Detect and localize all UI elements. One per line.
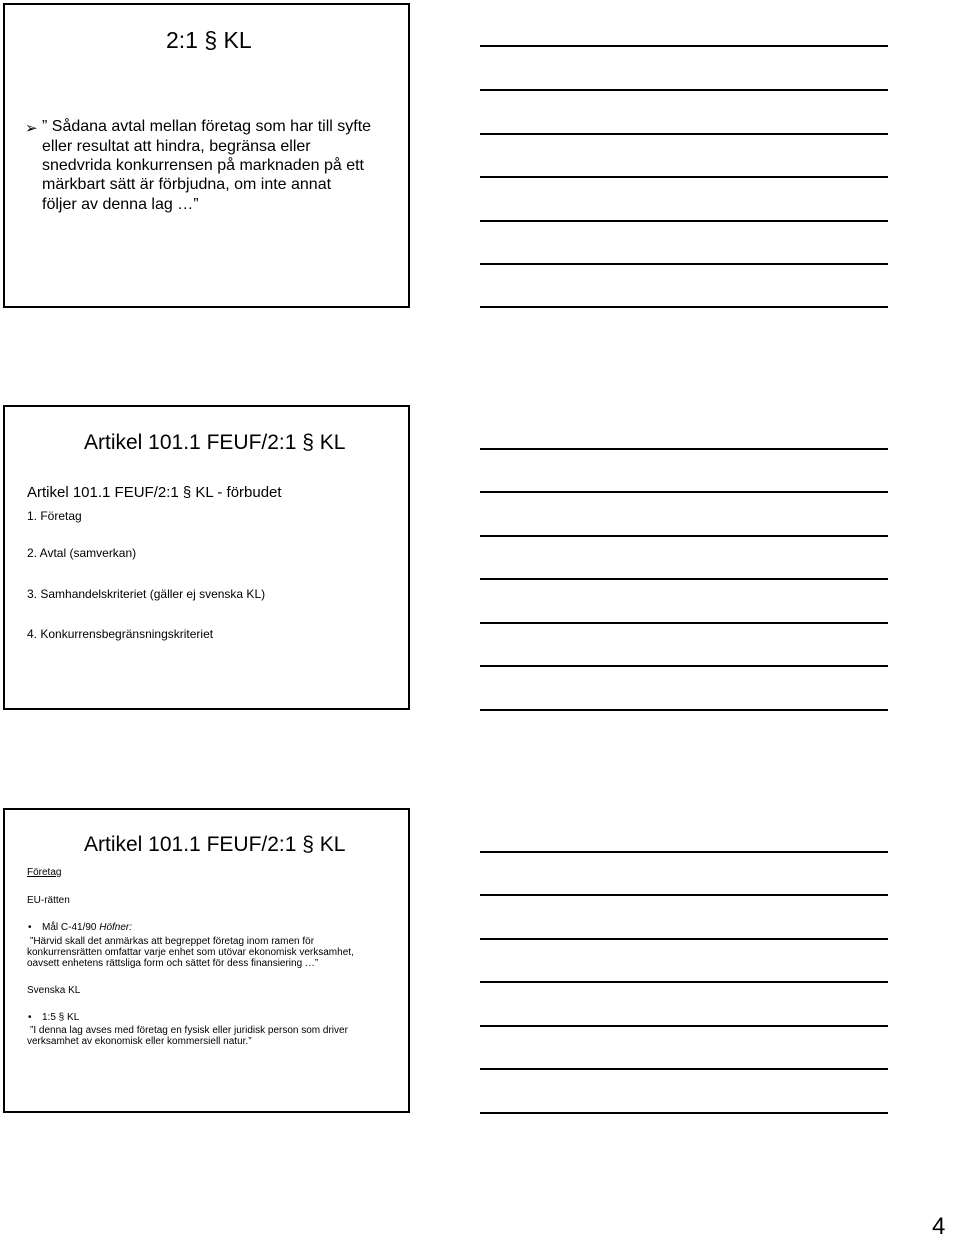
case-reference: Mål C-41/90 — [42, 922, 100, 933]
note-line — [480, 894, 888, 896]
slide-2-title: Artikel 101.1 FEUF/2:1 § KL — [84, 431, 346, 454]
note-line — [480, 45, 888, 47]
case-name: Höfner: — [99, 922, 133, 933]
note-line — [480, 306, 888, 308]
page-number: 4 — [932, 1213, 946, 1240]
slide-3-quote-line: ”Härvid skall det anmärkas att begreppet företag inom ramen för — [30, 936, 315, 947]
slide-1-body-line: snedvrida konkurrensen på marknaden på ett — [42, 157, 364, 174]
slide-3-label-eu: EU-rätten — [27, 895, 70, 906]
note-line — [480, 1068, 888, 1070]
slide-1-body-line: ” Sådana avtal mellan företag som har till syfte — [42, 118, 372, 135]
bullet-dot-icon: • — [28, 1012, 32, 1023]
note-line — [480, 851, 888, 853]
slide-3-label-foretag: Företag — [27, 867, 62, 878]
note-line — [480, 89, 888, 91]
slide-1-body-line: eller resultat att hindra, begränsa eller — [42, 138, 311, 155]
slide-1-body-line: märkbart sätt är förbjudna, om inte annat — [42, 176, 332, 193]
note-line — [480, 938, 888, 940]
slide-3-bullet-2: 1:5 § KL — [42, 1012, 80, 1023]
slide-3-quote-line: oavsett enhetens rättsliga form och sättet för dess finansiering …” — [27, 958, 319, 969]
slide-3-quote-line: verksamhet av ekonomisk eller kommersiell natur.” — [27, 1036, 252, 1047]
note-line — [480, 665, 888, 667]
note-line — [480, 578, 888, 580]
note-line — [480, 176, 888, 178]
slide-1-body-line: följer av denna lag …” — [42, 196, 199, 213]
note-line — [480, 981, 888, 983]
slide-3-quote-line: konkurrensrätten omfattar varje enhet som utövar ekonomisk verksamhet, — [27, 947, 354, 958]
slide-2-item: 1. Företag — [27, 509, 82, 523]
slide-3-label-svenska: Svenska KL — [27, 985, 81, 996]
arrow-bullet-icon: ➢ — [25, 120, 38, 137]
slide-1-title: 2:1 § KL — [166, 27, 252, 53]
note-line — [480, 709, 888, 711]
note-line — [480, 220, 888, 222]
note-line — [480, 448, 888, 450]
note-line — [480, 263, 888, 265]
note-line — [480, 1025, 888, 1027]
slide-2-subtitle: Artikel 101.1 FEUF/2:1 § KL - förbudet — [27, 484, 282, 501]
slide-2-item: 2. Avtal (samverkan) — [27, 546, 137, 560]
note-line — [480, 622, 888, 624]
note-line — [480, 491, 888, 493]
slide-2-item: 3. Samhandelskriteriet (gäller ej svenska KL) — [27, 587, 266, 601]
note-line — [480, 1112, 888, 1114]
slide-3-title: Artikel 101.1 FEUF/2:1 § KL — [84, 833, 346, 856]
slide-3-bullet-1 — [42, 922, 132, 933]
note-line — [480, 535, 888, 537]
slide-3-quote-line: ”I denna lag avses med företag en fysisk eller juridisk person som driver — [30, 1025, 348, 1036]
slide-2-item: 4. Konkurrensbegränsningskriteriet — [27, 627, 214, 641]
note-line — [480, 133, 888, 135]
bullet-dot-icon: • — [28, 922, 32, 933]
